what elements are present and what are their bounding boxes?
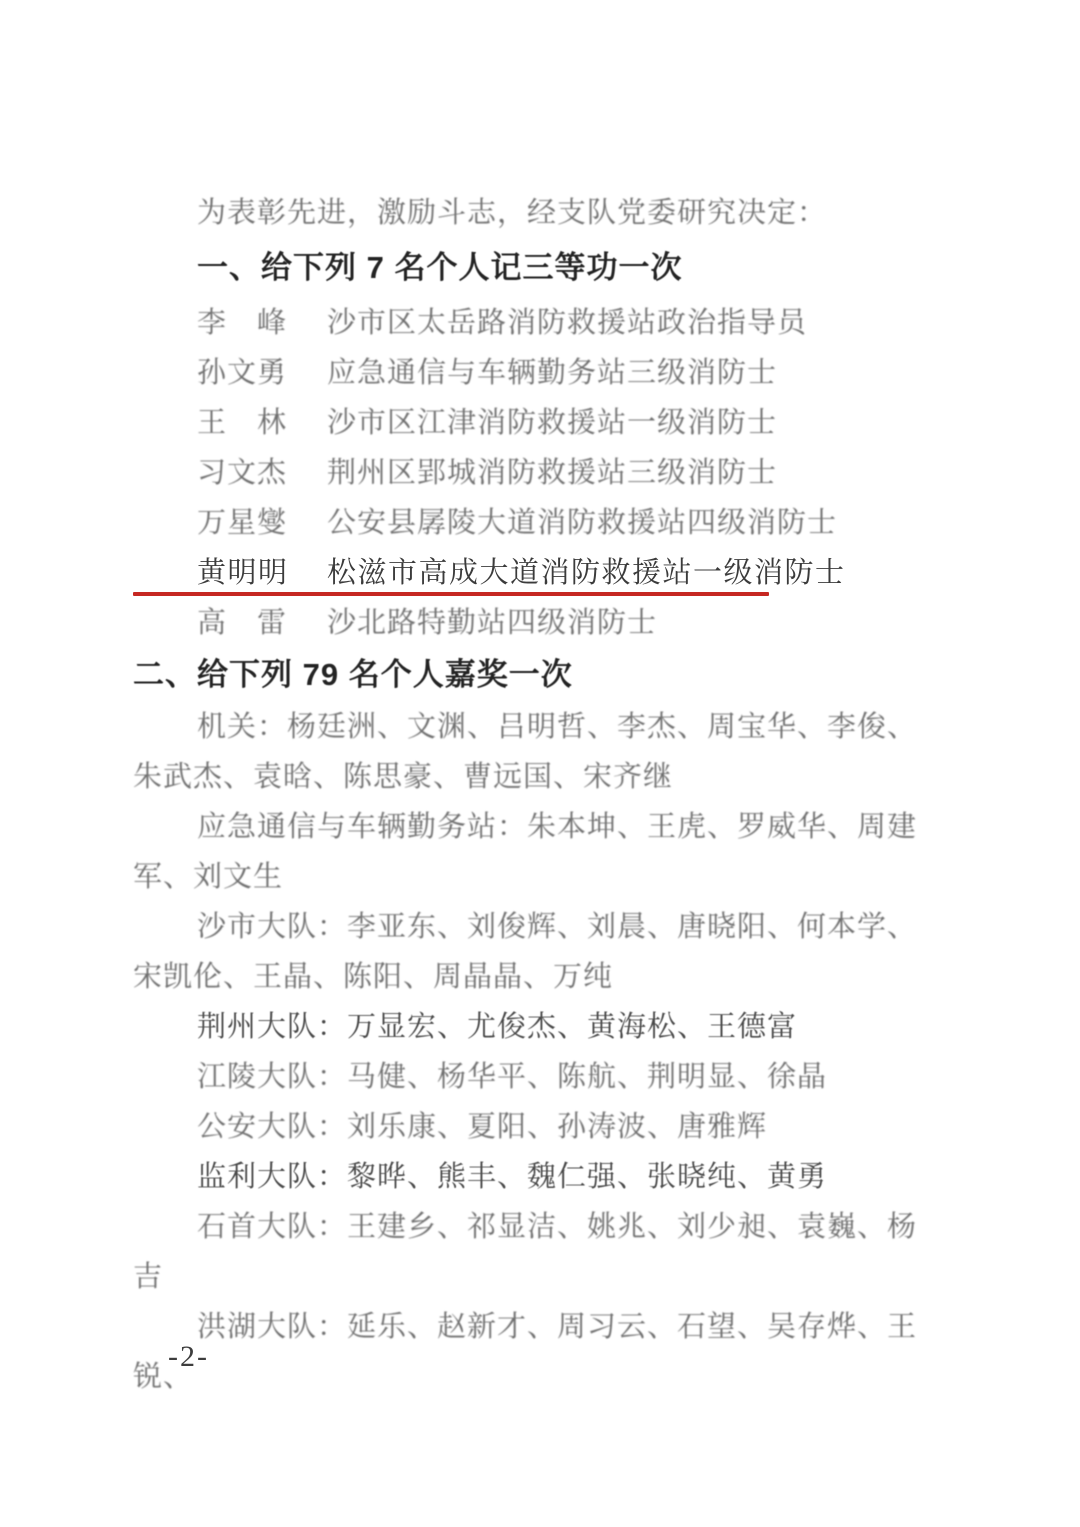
award-group [133, 1152, 943, 1202]
person-name: 黄明明 [197, 557, 289, 589]
commendation-entry [133, 498, 943, 548]
unit-label: 荆州大队： [197, 1011, 348, 1043]
person-title: 荆州区郢城消防救援站三级消防士 [327, 457, 778, 489]
commendation-entry [133, 298, 943, 348]
section1-heading: 一、给下列 7 名个人记三等功一次 [197, 250, 683, 285]
person-title: 沙北路特勤站四级消防士 [327, 607, 658, 639]
document-body [133, 188, 943, 1402]
award-group [133, 702, 943, 802]
person-title: 沙市区太岳路消防救援站政治指导员 [327, 307, 808, 339]
person-title: 沙市区江津消防救援站一级消防士 [327, 407, 778, 439]
intro-line: 为表彰先进，激励斗志，经支队党委研究决定： [197, 197, 828, 229]
unit-label: 机关： [197, 711, 288, 743]
unit-label: 沙市大队： [197, 911, 348, 943]
person-title: 松滋市高成大道消防救援站一级消防士 [327, 557, 846, 589]
unit-label: 石首大队： [197, 1211, 348, 1243]
person-name: 习文杰 [197, 457, 288, 489]
commendation-entry [133, 598, 943, 648]
unit-names: 延乐、赵新才、周习云、石望、吴存烨、王锐、 [133, 1311, 918, 1393]
person-name: 王 林 [197, 407, 288, 439]
unit-names: 王建乡、祁显洁、姚兆、刘少昶、袁巍、杨吉 [133, 1211, 918, 1293]
person-name: 万星燮 [197, 507, 288, 539]
unit-label: 监利大队： [197, 1161, 348, 1193]
unit-label: 应急通信与车辆勤务站： [197, 811, 528, 843]
person-name: 孙文勇 [197, 357, 288, 389]
page-number: -2- [168, 1340, 209, 1373]
award-group [133, 802, 943, 902]
unit-names: 杨廷洲、文渊、吕明哲、李杰、周宝华、李俊、朱武杰、袁晗、陈思豪、曹远国、宋齐继 [133, 711, 918, 793]
commendation-entry-highlighted [133, 548, 943, 598]
award-group [133, 902, 943, 1002]
unit-names: 黎晔、熊丰、魏仁强、张晓纯、黄勇 [347, 1161, 828, 1193]
unit-names: 马健、杨华平、陈航、荆明显、徐晶 [347, 1061, 828, 1093]
person-name: 李 峰 [197, 307, 288, 339]
award-group [133, 1202, 943, 1302]
unit-label: 江陵大队： [197, 1061, 348, 1093]
award-group [133, 1052, 943, 1102]
unit-label: 公安大队： [197, 1111, 348, 1143]
award-group [133, 1002, 943, 1052]
commendation-entry [133, 348, 943, 398]
commendation-entry [133, 448, 943, 498]
unit-names: 朱本坤、王虎、罗威华、周建军、刘文生 [133, 811, 918, 893]
award-group [133, 1102, 943, 1152]
section2-heading: 二、给下列 79 名个人嘉奖一次 [133, 657, 573, 692]
person-name: 高 雷 [197, 607, 288, 639]
red-highlight-underline [133, 592, 769, 596]
unit-names: 万显宏、尤俊杰、黄海松、王德富 [347, 1011, 798, 1043]
unit-label: 洪湖大队： [197, 1311, 348, 1343]
unit-names: 刘乐康、夏阳、孙涛波、唐雅辉 [347, 1111, 768, 1143]
award-group [133, 1302, 943, 1402]
person-title: 公安县孱陵大道消防救援站四级消防士 [327, 507, 838, 539]
commendation-entry [133, 398, 943, 448]
unit-names: 李亚东、刘俊辉、刘晨、唐晓阳、何本学、宋凯伦、王晶、陈阳、周晶晶、万纯 [133, 911, 918, 993]
person-title: 应急通信与车辆勤务站三级消防士 [327, 357, 778, 389]
